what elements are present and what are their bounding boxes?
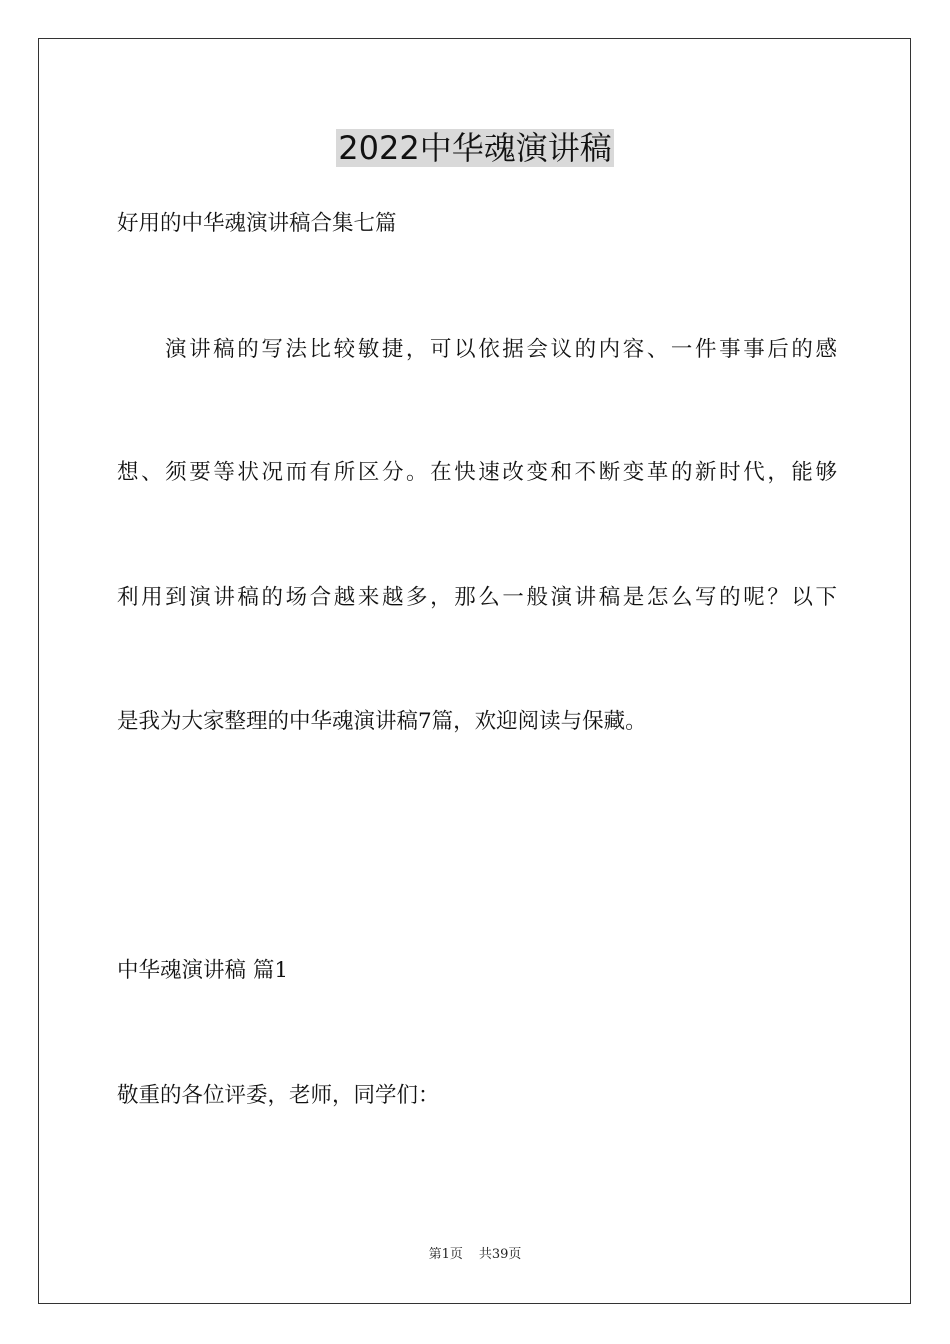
page-footer	[0, 1246, 950, 1264]
document-subtitle: 好用的中华魂演讲稿合集七篇	[117, 211, 397, 236]
section-heading: 中华魂演讲稿 篇1	[117, 958, 289, 983]
paragraph-line: 演讲稿的写法比较敏捷，可以依据会议的内容、一件事事后的感	[165, 337, 837, 362]
document-title	[0, 126, 950, 170]
page-number: 第1页	[428, 1247, 463, 1262]
paragraph-line: 利用到演讲稿的场合越来越多，那么一般演讲稿是怎么写的呢？以下	[117, 585, 837, 610]
paragraph-line: 是我为大家整理的中华魂演讲稿7篇，欢迎阅读与保藏。	[117, 709, 647, 734]
page-total: 共39页	[478, 1247, 522, 1262]
salutation: 敬重的各位评委，老师，同学们：	[117, 1083, 440, 1108]
paragraph-line: 想、须要等状况而有所区分。在快速改变和不断变革的新时代，能够	[117, 460, 837, 485]
document-title-text: 2022中华魂演讲稿	[338, 129, 612, 167]
